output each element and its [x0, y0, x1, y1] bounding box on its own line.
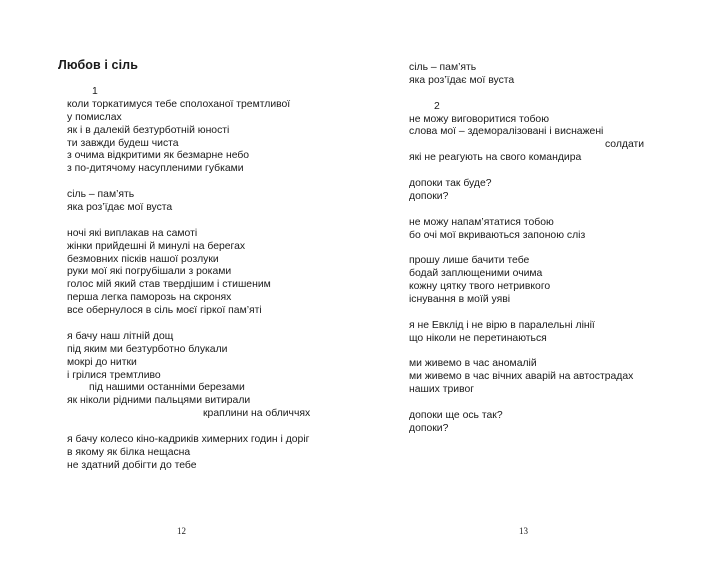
poem-line: слова мої – здеморалізовані і виснажені: [409, 126, 604, 138]
poem-line: безмовних пісків нашої розлуки: [67, 253, 219, 265]
poem-line: я бачу колесо кіно-кадриків химерних годин і доріг: [67, 434, 310, 446]
page-number: 13: [519, 526, 528, 536]
stanza-gap: [409, 165, 659, 178]
left-page: [0, 0, 354, 567]
poem-line: жінки прийдешні й минулі на берегах: [67, 240, 246, 252]
poem-line: ми живемо в час аномалій: [409, 358, 537, 370]
poem-line: руки мої які погрубішали з роками: [67, 266, 232, 278]
poem-line: наших тривог: [409, 384, 475, 396]
stanza: [409, 410, 659, 436]
poem-line: все обернулося в сіль моєї гіркої пам’яті: [67, 305, 262, 317]
section-number: 1: [92, 86, 98, 97]
poem-line: допоки?: [409, 422, 449, 434]
stanza: [409, 320, 659, 346]
poem-line: існування в моїй уяві: [409, 294, 511, 306]
poem-line: кожну цятку твого нетривкого: [409, 281, 551, 293]
stanza-gap: [409, 242, 659, 255]
poem-line: і грілися тремтливо: [67, 369, 161, 381]
poem-line: краплини на обличчях: [203, 408, 311, 420]
stanza-gap: [67, 318, 317, 331]
stanza: [67, 99, 317, 176]
left-page-text: [67, 86, 317, 473]
poem-line: сіль – пам’ять: [67, 189, 135, 201]
stanza: [409, 178, 659, 204]
poem-title: Любов і сіль: [58, 58, 138, 72]
poem-line: що ніколи не перетинаються: [409, 332, 547, 344]
stanza-gap: [67, 215, 317, 228]
poem-line: допоки?: [409, 190, 449, 202]
poem-line: під яким ми безтурботно блукали: [67, 343, 228, 355]
stanza-gap: [67, 421, 317, 434]
stanza: [409, 358, 659, 397]
right-page-text: [409, 62, 659, 436]
stanza: [409, 255, 659, 307]
poem-line: як і в далекій безтурботній юності: [67, 124, 230, 136]
poem-line: яка роз’їдає мої вуста: [409, 74, 515, 86]
poem-line: які не реагують на свого командира: [409, 152, 582, 164]
stanza-gap: [409, 397, 659, 410]
poem-line: бо очі мої вкриваються запоною сліз: [409, 229, 586, 241]
stanza: [67, 228, 317, 318]
poem-line: мокрі до нитки: [67, 356, 137, 368]
poem-line: в якому як білка нещасна: [67, 446, 191, 458]
poem-line: прошу лише бачити тебе: [409, 255, 530, 267]
poem-line: ми живемо в час вічних аварій на автострадах: [409, 371, 634, 383]
poem-line: коли торкатимуся тебе сполоханої тремтливої: [67, 98, 291, 110]
poem-line: не можу напам’ятатися тобою: [409, 216, 554, 228]
poem-line: ночі які виплакав на самоті: [67, 227, 198, 239]
stanza-gap: [409, 204, 659, 217]
poem-line: у помислах: [67, 111, 122, 123]
stanza: [409, 62, 659, 88]
poem-line: голос мій який став твердішим і стишеним: [67, 279, 271, 291]
page-number: 12: [177, 526, 186, 536]
stanza-gap: [409, 307, 659, 320]
stanza: [67, 331, 317, 421]
poem-line: під нашими останніми березами: [89, 382, 245, 394]
poem-line: я бачу наш літній дощ: [67, 330, 174, 342]
poem-line: з очима відкритими як безмарне небо: [67, 150, 250, 162]
stanza: [67, 189, 317, 215]
poem-line: ти завжди будеш чиста: [67, 137, 179, 149]
section-number: 2: [434, 100, 440, 112]
stanza: [67, 434, 317, 473]
right-page: [354, 0, 709, 567]
stanza-gap: [409, 88, 659, 101]
stanza: [409, 217, 659, 243]
poem-line: бодай заплющеними очима: [409, 268, 543, 280]
poem-line: допоки ще ось так?: [409, 410, 503, 422]
poem-line: яка роз’їдає мої вуста: [67, 202, 173, 214]
stanza: [409, 114, 659, 166]
poem-line: допоки так буде?: [409, 178, 492, 190]
poem-line: перша легка паморозь на скронях: [67, 292, 232, 304]
poem-line: не можу виговоритися тобою: [409, 113, 550, 125]
poem-line: сіль – пам’ять: [409, 62, 477, 73]
poem-line: як ніколи рідними пальцями витирали: [67, 395, 251, 407]
poem-line: солдати: [605, 139, 645, 151]
poem-line: з по-дитячому насупленими губками: [67, 163, 244, 175]
stanza-gap: [67, 176, 317, 189]
poem-line: не здатний добігти до тебе: [67, 459, 197, 471]
poem-line: я не Евклід і не вірю в паралельні лінії: [409, 319, 595, 331]
stanza-gap: [409, 346, 659, 359]
